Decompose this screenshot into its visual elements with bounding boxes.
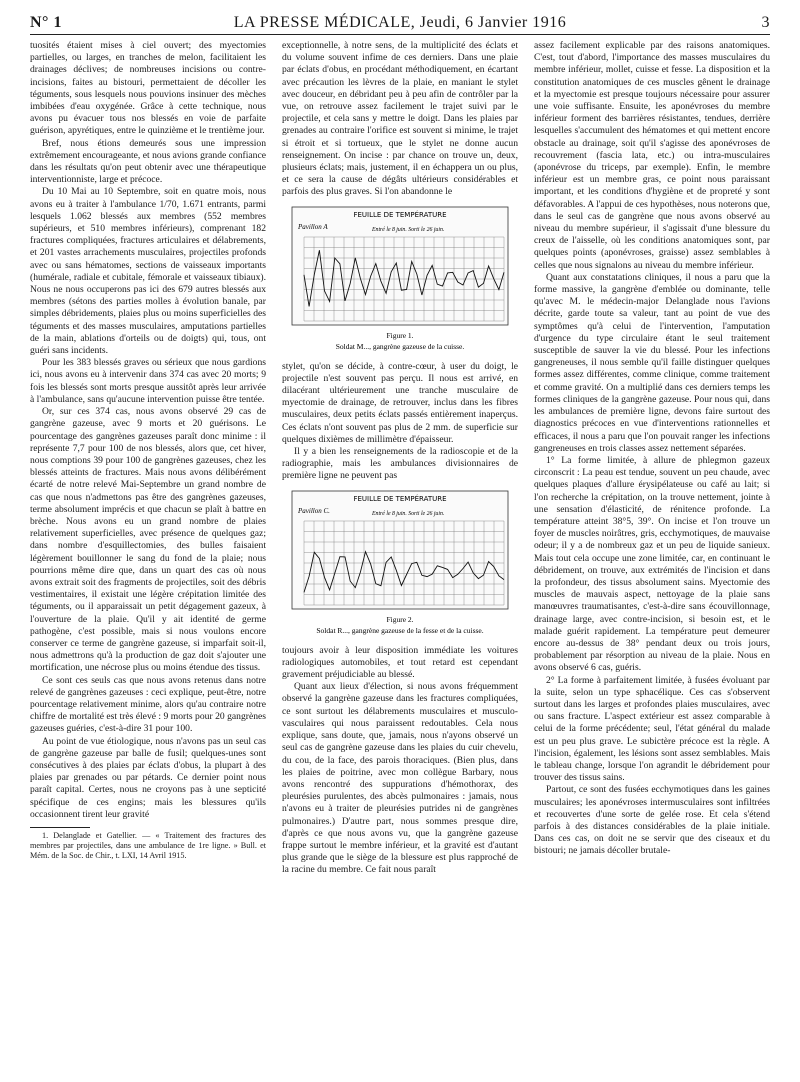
figure-label: Figure 2. (386, 614, 414, 624)
paragraph: Ce sont ces seuls cas que nous avons retenus dans notre relevé de gangrènes gazeuses : ceci explique, peut-être, notre pourcentage relativement minime, alors qu'au contraire notre chiffre de mortalité est très élevé : 9 morts pour 20 gangrènes gazeuses guéries, c'est-à-dire 31 pour 100. (30, 674, 266, 735)
sheet-title: FEUILLE DE TEMPÉRATURE (353, 210, 447, 219)
paragraph: 2° La forme à parfaitement limitée, à fusées évoluant par la suite, selon un type sphacélique. Ces cas s'observent surtout dans les larges et profondes plaies musculaires, avec ou sans fracture. L'aspect extérieur est assez comparable à celui de la forme précédente; seul, l'état général du malade est un peu plus grave. Le subictère précoce est la règle. A l'incision, également, les lésions sont assez semblables. Mais le tableau change, lorsque l'on agrandit le débridement pour trouver des tissus sains. (534, 674, 770, 784)
column-middle (282, 40, 518, 1080)
page-header (30, 14, 770, 36)
paragraph: stylet, qu'on se décide, à contre-cœur, à user du doigt, le projectile n'est souvent pas perçu. Il nous est arrivé, en dilacérant ultérieurement une tranche musculaire de myectomie de drainage, de retrouver, inclus dans les fibres musculaires, deux petits éclats passés entièrement inaperçus. Ces éclats n'ont souvent pas plus de 2 mm. de superficie sur quelques dixièmes de millimètre d'épaisseur. (282, 360, 518, 445)
paragraph: Au point de vue étiologique, nous n'avons pas un seul cas de gangrène gazeuse par balle de fusil; quelques-unes sont consécutives à des plaies par éclats d'obus, la plupart à des plaies par grenades ou par pétards. Ce dernier point nous paraît capital. Certes, nous ne croyons pas à une septicité spécifique de ces engins; mais les blessures qu'ils occasionnent tirent leur gravité (30, 735, 266, 820)
pavilion-label: Pavillon C. (298, 506, 330, 515)
paragraph: Quant aux lieux d'élection, si nous avons fréquemment observé la gangrène gazeuse dans les fractures compliquées, ce sont surtout les délabrements musculaires et musculo-vasculaires qui nous paraissent redoutables. Cela nous explique, sans doute, que, jamais, nous n'ayons observé un seul cas de gangrène gazeuse dans les plaies du cuir chevelu, du cou, de la face, des parois thoraciques. (Bien plus, dans les plaies de poitrine, avec mon collègue Barbary, nous avons rencontré des suppurations d'hémothorax, des pleurésies purulentes, des abcès pulmonaires : jamais, nous n'avons eu à traiter de pleurésies putrides ni de gangrènes pulmonaires.) D'autre part, nous sommes presque dire, d'après ce que nous avons vu, que la gangrène gazeuse frappe surtout le membre inférieur, et la gravité est d'autant plus grande que le siège de la blessure est plus rapproché de la racine du membre. Ce fait nous paraît (282, 681, 518, 876)
paragraph: exceptionnelle, à notre sens, de la multiplicité des éclats et du volume souvent infime de ces derniers. Dans une plaie par éclats d'obus, en procédant méthodiquement, en écartant avec précaution les lèvres de la plaie, en maniant le stylet avec douceur, en débridant peu à peu afin de contrôler par la vue, on retrouve assez facilement le trajet suivi par le projectile, et cela sans y mettre le doigt. Dans les plaies par grenades au contraire l'orifice est souvent si minime, le trajet si étroit et si tortueux, que le stylet ne donne aucun renseignement. On incise : par chance on trouve un, deux, plusieurs éclats; mais, justement, il en échappera un ou plus, et ce sera la cause de dégâts ultérieurs considérables et parfois des plus graves. Si l'on abandonne le (282, 40, 518, 198)
figure-caption: Soldat R..., gangrène gazeuse de la fesse et de la cuisse. (316, 625, 484, 635)
issue-number: N° 1 (30, 14, 62, 31)
chart-grid (304, 237, 504, 321)
paragraph: 1° La forme limitée, à allure de phlegmon gazeux circonscrit : La peau est tendue, souvent un peu chaude, avec quelques plaques d'allure érysipélateuse ou café au lait; si l'on recherche la crépitation, on la trouve nettement, jointe à une sensation d'élasticité, de rénitence profonde. La température atteint 38°5, 39°. On incise et l'on trouve un foyer de muscles noirâtres, gris, ecchymotiques, de mauvaise odeur; il y a de nombreux gaz et un peu de liquide sanieux. Mais tout cela occupe une zone limitée, car, en continuant le débridement, on trouve, aux extrémités de l'incision et dans la profondeur, des tissus absolument sains. Myectomie des muscles de mauvais aspect, nettoyage de la plaie sans manœuvres traumatisantes, c'est-à-dire sans écouvillonnage, drainage large, avec contre-incision, si besoin est, et le malade guérit rapidement. La température peut demeurer encore au-dessus de 38° pendant deux ou trois jours, probablement par résorption au niveau de la plaie. Nous en avons observé 6 cas, guéris. (534, 454, 770, 674)
journal-title: LA PRESSE MÉDICALE, Jeudi, 6 Janvier 1916 (233, 14, 567, 31)
column-right (534, 40, 770, 1080)
paragraph: Partout, ce sont des fusées ecchymotiques dans les gaines musculaires; les aponévroses intermusculaires sont infiltrées et recouvertes d'une sorte de gelée rose. Et cela s'étend parfois à des distances considérables de la plaie initiale. Dans ces cas, on doit ne se servir que des ciseaux et du bistouri; ne jamais décoller brutale- (534, 784, 770, 857)
entry-note: Entré le 8 juin. Sorti le 26 juin. (372, 510, 445, 517)
paragraph: tuosités étaient mises à ciel ouvert; des myectomies partielles, ou larges, en tranches de melon, facilitaient les drainages déclives; de nombreuses incisions ou contre-incisions, faites au bistouri, permettaient de décoller les téguments, sous lesquels nous pouvions insinuer des mèches imbibées d'eau oxygénée. Grâce à cette technique, nous avons pu évacuer tous nos blessés en voie de parfaite guérison, apyrétiques, entre le quinzième et le trentième jour. (30, 40, 266, 137)
header-rule (30, 34, 770, 35)
paragraph: Du 10 Mai au 10 Septembre, soit en quatre mois, nous avons eu à traiter à l'ambulance 1/70, 1.671 entrants, parmi lesquels 1.062 blessés aux membres (552 membres supérieurs, et 510 membres inférieurs), comprenant 182 fractures compliquées, fractures articulaires et délabrements, et 201 vastes arrachements musculaires, projectiles profonds avec ou sans hématomes, sections de vaisseaux importants (humérale, radiale et cubitale, fémorale et vaisseaux tibiaux). Nous ne nous occuperons pas ici des 679 autres blessés aux membres (sétons des parties molles à évolution banale, par simples débridements, plaies plus ou moins superficielles des téguments et des masses musculaires, amputations partielles de la main, ablations d'orteils ou de doigts) qui, tous, ont guéri sans incidents. (30, 186, 266, 357)
chart-grid (304, 521, 504, 605)
paragraph: Pour les 383 blessés graves ou sérieux que nous gardions ici, nous avons eu à intervenir dans 374 cas avec 20 morts; 9 fois les blessés sont morts presque aussitôt après leur arrivée à l'ambulance, sans qu'aucune intervention puisse être tentée. (30, 357, 266, 405)
column-left (30, 40, 266, 1080)
pavilion-label: Pavillon A (298, 222, 328, 231)
paragraph: Il y a bien les renseignements de la radioscopie et de la radiographie, mais les ambulances divisionnaires de première ligne ne peuvent pas (282, 446, 518, 482)
temperature-chart-2 (282, 489, 518, 639)
figure-2 (282, 489, 518, 639)
figure-1 (282, 205, 518, 355)
paragraph: toujours avoir à leur disposition immédiate les voitures radiologiques automobiles, et tout retard est cependant gravement préjudiciable au blessé. (282, 644, 518, 681)
footnote: 1. Delanglade et Gatellier. — « Traitement des fractures des membres par projectiles, dans une ambulance de 1re ligne. » Bull. et Mém. de la Soc. de Chir., t. LXI, 14 Avril 1915. (30, 831, 266, 860)
temperature-chart-1 (282, 205, 518, 355)
entry-note: Entré le 8 juin. Sorti le 26 juin. (372, 226, 445, 233)
paragraph: Bref, nous étions demeurés sous une impression extrêmement encourageante, et nous avions grande confiance dans les résultats qu'on peut obtenir avec une thérapeutique interventionniste, large et précoce. (30, 137, 266, 186)
paragraph: Or, sur ces 374 cas, nous avons observé 29 cas de gangrène gazeuse, avec 9 morts et 20 guérisons. Le pourcentage des gangrènes gazeuses paraît donc minime : il représente 7,7 pour 100 de nos blessés, alors que, cet hiver, nous comptions 39 pour 100 de gangrènes gazeuses, chez les blessés atteints de fractures. Mais nous avons délibérément écarté de notre relevé Mai-Septembre un grand nombre de cas que nous n'admettons pas être des gangrènes gazeuses, terme absolument imprécis et que chacun se plaît à battre en brèche. Nous avons eu un grand nombre de plaies relativement superficielles, avec présence de quelques gaz; dans nombre d'esquillectomies, des bulles faisaient légèrement bouillonner le sang du fond de la plaie; nous pourrions même dire que, dans un quart des cas où nous avons extrait soit des fragments de projectiles, soit des débris vestimentaires, il existait une légère crépitation limitée des téguments, ou il apparaissait un petit dégagement gazeux, à l'ouverture de la plaie. Qu'il y ait identité de germe pathogène, c'est possible, mais si nous voulons encore conserver ce terme de gangrène gazeuse, si imparfait soit-il, nous admettrons qu'à la production de gaz doit s'ajouter une mortification, une nécrose plus ou moins étendue des tissus. (30, 406, 266, 674)
page-number: 3 (761, 14, 770, 31)
paragraph: Quant aux constatations cliniques, il nous a paru que la forme massive, la gangrène d'emblée ou dominante, telle qu'avec M. le médecin-major Delanglade nous l'avions décrite, garde toute sa valeur, tant au point de vue des symptômes qu'à celui de l'intervention, l'amputation d'urgence du type circulaire étant le seul traitement susceptible de sauver la vie du blessé. Pour les infections gangreneuses, il nous semble qu'il faille distinguer quelques formes assez différentes, comme clinique, comme traitement et comme gravité. On a multiplié dans ces derniers temps les formes cliniques de la gangrène gazeuse. Pour nous qui, dans les ambulances de première ligne, devons faire surtout des diagnostics précoces en vue d'interventions rationnelles et efficaces, il nous a paru que l'on pouvait ranger les infections gangreneuses en trois classes assez nettement séparées. (534, 271, 770, 454)
figure-label: Figure 1. (386, 330, 414, 340)
figure-caption: Soldat M..., gangrène gazeuse de la cuisse. (335, 341, 465, 351)
paragraph: assez facilement explicable par des raisons anatomiques. C'est, tout d'abord, l'importance des masses musculaires du membre inférieur, mollet, cuisse et fesse. La disposition et la constitution anatomiques de ces muscles gênent le drainage et la myectomie est presque toujours nécessaire pour assurer une voie suffisante. Ensuite, les aponévroses du membre inférieur forment des barrières résistantes, tendues, derrière lesquelles s'accumulent des hématomes et qui mettent encore obstacle au drainage, soit qu'il s'agisse des aponévroses de recouvrement (fascia lata, etc.) ou intra-musculaires (aponévrose du triceps, par exemple). Enfin, le membre inférieur est un membre gras, ce point nous paraissant important, et les conditions d'hygiène et de propreté y sont défavorables. A l'appui de ces hypothèses, nous noterons que, dans le seul cas de gangrène que nous avons observé au niveau du membre supérieur, il s'agissait d'une blessure du creux de l'aisselle, où les conditions anatomiques sont, par quelques points (aponévroses, graisse) assez semblables à celles que nous signalons au niveau du membre inférieur. (534, 40, 770, 271)
sheet-title: FEUILLE DE TEMPÉRATURE (353, 494, 447, 503)
footnote-rule (30, 827, 90, 828)
